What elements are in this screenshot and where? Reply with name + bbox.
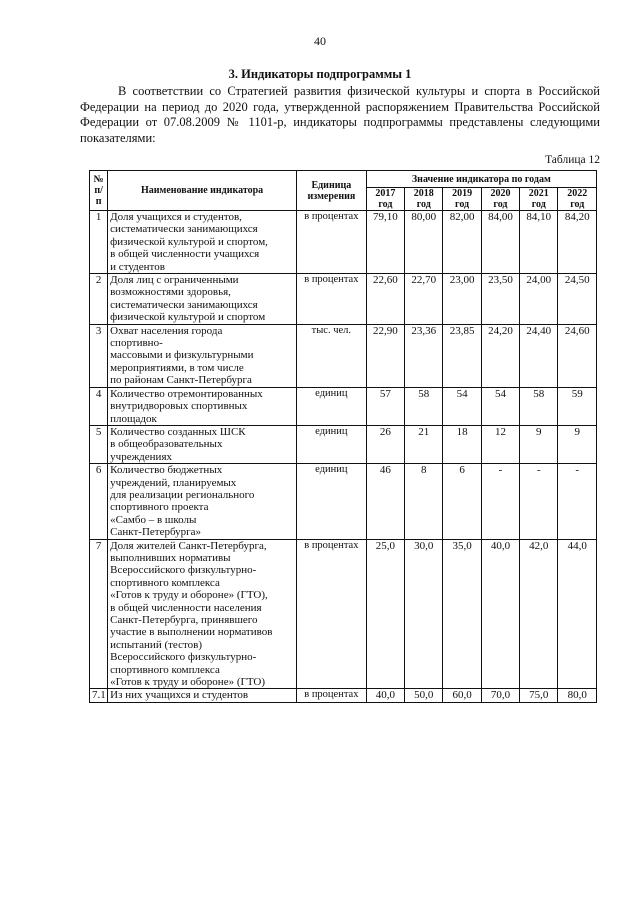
table-body bbox=[90, 211, 597, 703]
indicator-value: 60,0 bbox=[443, 689, 481, 702]
unit-of-measure: в процентах bbox=[297, 211, 367, 274]
row-number: 7 bbox=[90, 539, 108, 689]
indicator-value: - bbox=[558, 464, 597, 539]
indicator-value: 23,00 bbox=[443, 274, 481, 325]
header-unit: Единица измерения bbox=[297, 171, 367, 211]
unit-of-measure: единиц bbox=[297, 464, 367, 539]
indicator-value: 30,0 bbox=[405, 539, 443, 689]
unit-of-measure: тыс. чел. bbox=[297, 324, 367, 387]
indicator-name: Количество бюджетных учреждений, планируемых для реализации регионального спортивного проекта «Самбо – в школы Санкт-Петербурга» bbox=[108, 464, 297, 539]
indicator-value: 57 bbox=[366, 387, 404, 425]
indicator-name: Охват населения города спортивно- массовыми и физкультурными мероприятиями, в том числе по районам Санкт-Петербурга bbox=[108, 324, 297, 387]
indicator-value: 54 bbox=[443, 387, 481, 425]
header-values-group: Значение индикатора по годам bbox=[366, 171, 596, 188]
indicator-value: 80,0 bbox=[558, 689, 597, 702]
indicator-value: 44,0 bbox=[558, 539, 597, 689]
header-year: 2021 год bbox=[520, 188, 558, 211]
indicator-value: 35,0 bbox=[443, 539, 481, 689]
indicator-value: 21 bbox=[405, 425, 443, 463]
unit-of-measure: в процентах bbox=[297, 539, 367, 689]
section-title: 3. Индикаторы подпрограммы 1 bbox=[228, 67, 412, 81]
indicator-value: 18 bbox=[443, 425, 481, 463]
unit-of-measure: единиц bbox=[297, 425, 367, 463]
table-row bbox=[90, 689, 597, 702]
indicator-value: 12 bbox=[481, 425, 519, 463]
indicator-value: 22,90 bbox=[366, 324, 404, 387]
indicator-value: 23,50 bbox=[481, 274, 519, 325]
indicator-value: 25,0 bbox=[366, 539, 404, 689]
indicator-value: 54 bbox=[481, 387, 519, 425]
row-number: 7.1 bbox=[90, 689, 108, 702]
indicator-value: 50,0 bbox=[405, 689, 443, 702]
row-number: 2 bbox=[90, 274, 108, 325]
indicator-value: 9 bbox=[558, 425, 597, 463]
indicator-value: - bbox=[520, 464, 558, 539]
row-number: 5 bbox=[90, 425, 108, 463]
unit-of-measure: в процентах bbox=[297, 689, 367, 702]
indicator-value: 22,70 bbox=[405, 274, 443, 325]
indicator-value: 6 bbox=[443, 464, 481, 539]
indicator-name: Из них учащихся и студентов bbox=[108, 689, 297, 702]
unit-of-measure: в процентах bbox=[297, 274, 367, 325]
indicator-value: 24,40 bbox=[520, 324, 558, 387]
header-num: № п/п bbox=[90, 171, 108, 211]
indicator-value: 26 bbox=[366, 425, 404, 463]
unit-of-measure: единиц bbox=[297, 387, 367, 425]
table-row bbox=[90, 211, 597, 274]
indicator-value: 46 bbox=[366, 464, 404, 539]
table-row bbox=[90, 274, 597, 325]
indicator-value: 84,10 bbox=[520, 211, 558, 274]
indicator-value: 8 bbox=[405, 464, 443, 539]
row-number: 1 bbox=[90, 211, 108, 274]
indicator-name: Доля лиц с ограниченными возможностями здоровья, систематически занимающихся физической культурой и спортом bbox=[108, 274, 297, 325]
row-number: 6 bbox=[90, 464, 108, 539]
table-row bbox=[90, 539, 597, 689]
table-row bbox=[90, 324, 597, 387]
indicator-value: 23,36 bbox=[405, 324, 443, 387]
indicator-value: 80,00 bbox=[405, 211, 443, 274]
intro-paragraph: В соответствии со Стратегией развития физической культуры и спорта в Российской Федерации на период до 2020 года, утвержденной распоряжением Правительства Российской Федерации от 07.08.2009 № 1101-р, индикаторы подпрограммы представлены следующими показателями: bbox=[80, 84, 600, 145]
header-name: Наименование индикатора bbox=[108, 171, 297, 211]
indicator-name: Доля жителей Санкт-Петербурга, выполнивших нормативы Всероссийского физкультурно- спортивного комплекса «Готов к труду и обороне» (ГТО), в общей численности населения Санкт-Петербурга, принявшего участие в выполнении нормативов испытаний (тестов) Всероссийского физкультурно- спортивного комплекса «Готов к труду и обороне» (ГТО) bbox=[108, 539, 297, 689]
indicator-value: 79,10 bbox=[366, 211, 404, 274]
header-year: 2017 год bbox=[366, 188, 404, 211]
indicator-value: 24,20 bbox=[481, 324, 519, 387]
header-year: 2020 год bbox=[481, 188, 519, 211]
indicator-value: 84,20 bbox=[558, 211, 597, 274]
indicator-value: 59 bbox=[558, 387, 597, 425]
indicator-value: 24,50 bbox=[558, 274, 597, 325]
row-number: 3 bbox=[90, 324, 108, 387]
indicator-name: Количество созданных ШСК в общеобразовательных учреждениях bbox=[108, 425, 297, 463]
indicator-value: 42,0 bbox=[520, 539, 558, 689]
indicator-value: 58 bbox=[520, 387, 558, 425]
indicator-value: 22,60 bbox=[366, 274, 404, 325]
indicator-value: 40,0 bbox=[481, 539, 519, 689]
table-row bbox=[90, 464, 597, 539]
header-year: 2019 год bbox=[443, 188, 481, 211]
indicator-value: 24,60 bbox=[558, 324, 597, 387]
indicator-value: 82,00 bbox=[443, 211, 481, 274]
indicator-name: Доля учащихся и студентов, систематически занимающихся физической культурой и спортом, в общей численности учащихся и студентов bbox=[108, 211, 297, 274]
page-number: 40 bbox=[314, 34, 326, 48]
header-year: 2018 год bbox=[405, 188, 443, 211]
indicator-value: 58 bbox=[405, 387, 443, 425]
indicator-value: 70,0 bbox=[481, 689, 519, 702]
table-caption: Таблица 12 bbox=[545, 154, 600, 166]
indicator-value: 9 bbox=[520, 425, 558, 463]
row-number: 4 bbox=[90, 387, 108, 425]
indicator-value: 84,00 bbox=[481, 211, 519, 274]
table-row bbox=[90, 387, 597, 425]
indicator-value: 24,00 bbox=[520, 274, 558, 325]
indicators-table bbox=[89, 170, 597, 703]
table-row bbox=[90, 425, 597, 463]
header-year: 2022 год bbox=[558, 188, 597, 211]
indicator-value: 40,0 bbox=[366, 689, 404, 702]
indicator-name: Количество отремонтированных внутридворовых спортивных площадок bbox=[108, 387, 297, 425]
indicator-value: 75,0 bbox=[520, 689, 558, 702]
indicator-value: 23,85 bbox=[443, 324, 481, 387]
indicator-value: - bbox=[481, 464, 519, 539]
